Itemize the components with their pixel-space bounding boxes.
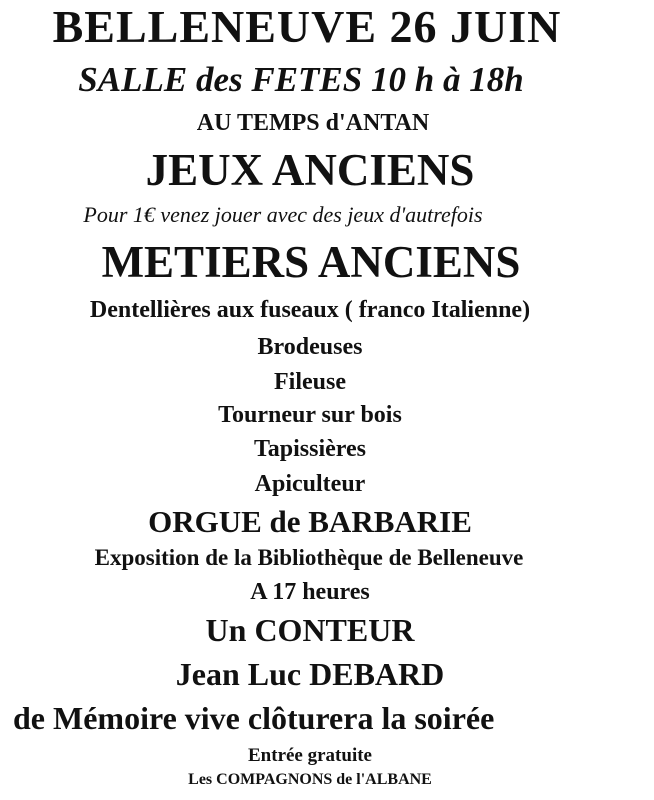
- craft-item: Tapissières: [253, 436, 367, 462]
- poster-venue: SALLE des FETES 10 h à 18h: [78, 60, 524, 99]
- storyteller-title: Un CONTEUR: [205, 612, 415, 648]
- crafts-title: METIERS ANCIENS: [101, 237, 521, 287]
- craft-item: Fileuse: [274, 369, 346, 395]
- games-title: JEUX ANCIENS: [145, 145, 475, 195]
- storyteller-name: Jean Luc DEBARD: [175, 656, 445, 692]
- organ-title: ORGUE de BARBARIE: [148, 504, 472, 539]
- poster-headline: BELLENEUVE 26 JUIN: [52, 1, 562, 52]
- organizer-text: Les COMPAGNONS de l'ALBANE: [188, 771, 432, 788]
- craft-item: Tourneur sur bois: [218, 402, 402, 428]
- poster-theme: AU TEMPS d'ANTAN: [196, 110, 430, 136]
- closing-text: de Mémoire vive clôturera la soirée: [13, 700, 495, 736]
- craft-item: Dentellières aux fuseaux ( franco Italienne): [89, 297, 531, 323]
- games-text: Pour 1€ venez jouer avec des jeux d'autrefois: [83, 202, 483, 227]
- entry-text: Entrée gratuite: [248, 745, 372, 766]
- craft-item: Apiculteur: [254, 471, 366, 497]
- storyteller-time: A 17 heures: [250, 579, 370, 605]
- exhibition-text: Exposition de la Bibliothèque de Belleneuve: [94, 545, 524, 570]
- craft-item: Brodeuses: [257, 334, 363, 360]
